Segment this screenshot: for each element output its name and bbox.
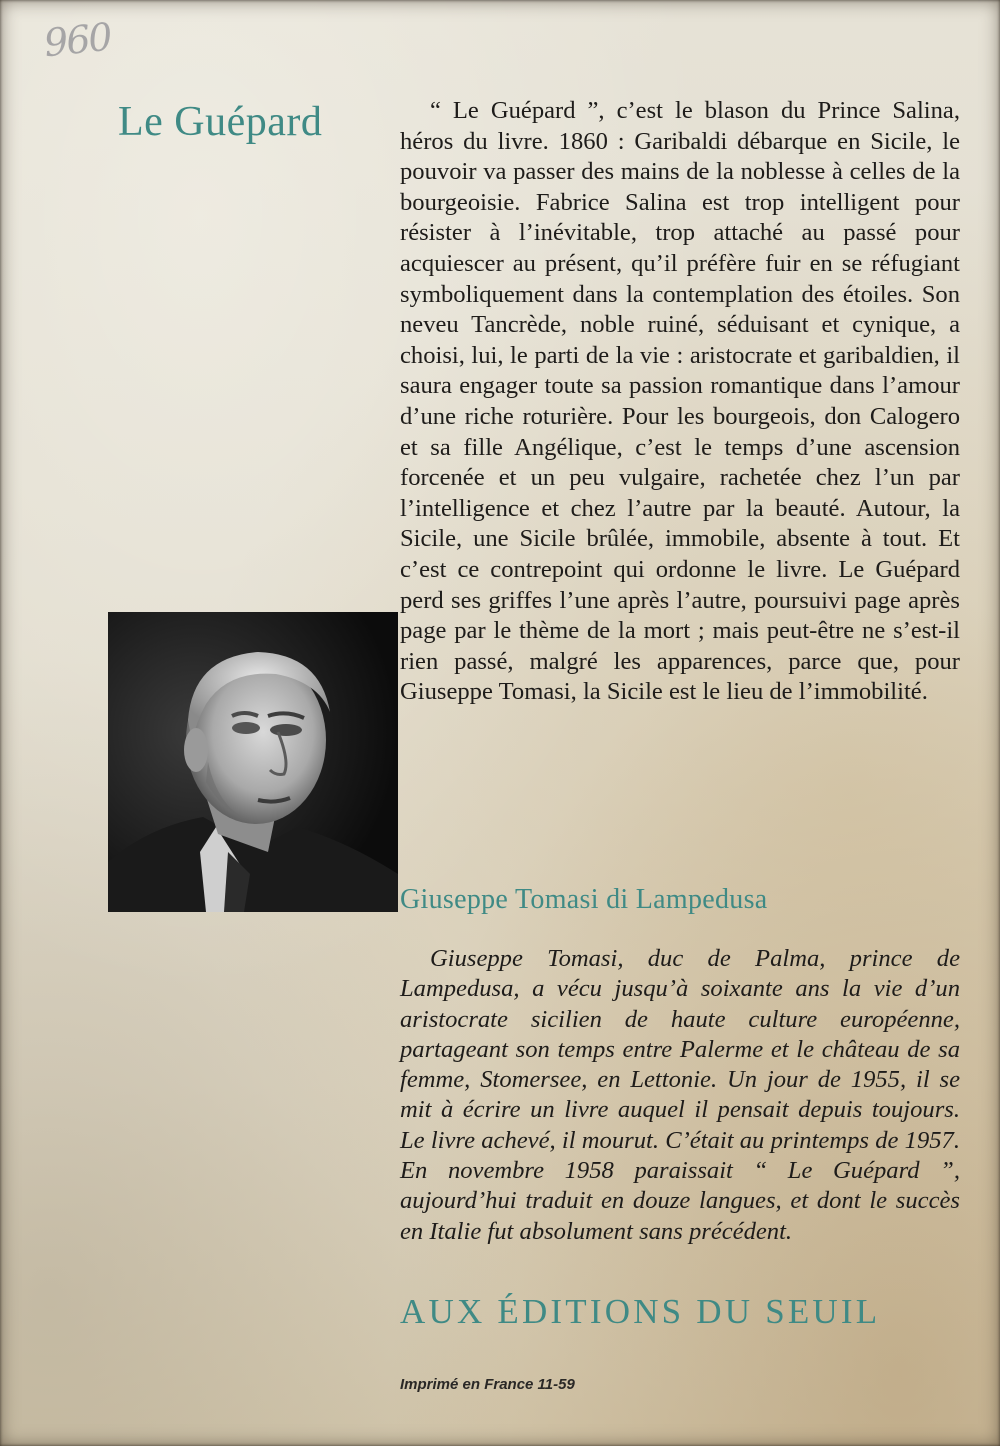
author-name: Giuseppe Tomasi di Lampedusa xyxy=(400,884,768,915)
book-title: Le Guépard xyxy=(118,99,323,145)
author-portrait-image xyxy=(108,612,398,912)
publisher-name: AUX ÉDITIONS DU SEUIL xyxy=(400,1292,881,1331)
author-biography-text: Giuseppe Tomasi, duc de Palma, prince de Lampedusa, a vécu jusqu’à soixante ans la vie d’un aristocrate sicilien de haute culture européenne, partageant son temps entre Palerme et le château de sa femme, Stomersee, en Lettonie. Un jour de 1955, il se mit à écrire un livre auquel il pensait depuis toujours. Le livre achevé, il mourut. C’était au printemps de 1957. En novembre 1958 paraissait “ Le Guépard ”, aujourd’hui traduit en douze langues, et dont le succès en Italie fut absolument sans précédent. xyxy=(400,945,960,1245)
author-portrait-photo xyxy=(108,612,398,912)
imprint-line: Imprimé en France 11-59 xyxy=(400,1376,575,1393)
synopsis-text: “ Le Guépard ”, c’est le blason du Prince Salina, héros du livre. 1860 : Garibaldi débarque en Sicile, le pouvoir va passer des mains de la noblesse à celles de la bourgeoisie. Fabrice Salina est trop intelligent pour résister à l’inévitable, trop attaché au passé pour acquiescer au présent, qu’il préfère fuir en se réfugiant symboliquement dans la contemplation des étoiles. Son neveu Tancrède, noble ruiné, séduisant et cynique, a choisi, lui, le parti de la vie : aristocrate et garibaldien, il saura engager toute sa passion romantique dans l’amour d’une riche roturière. Pour les bourgeois, don Calogero et sa fille Angélique, c’est le temps d’une ascension forcenée et un peu vulgaire, rachetée chez l’un par l’intelligence et chez l’autre par la beauté. Autour, la Sicile, une Sicile brûlée, immobile, absente à tout. Et c’est ce contrepoint qui ordonne le livre. Le Guépard perd ses griffes l’une après l’autre, poursuivi page après page par le thème de la mort ; mais peut-être ne s’est-il rien passé, malgré les apparences, parce que, pour Giuseppe Tomasi, la Sicile est le lieu de l’immobilité. xyxy=(400,97,960,706)
pencil-price-mark: 960 xyxy=(41,14,113,66)
